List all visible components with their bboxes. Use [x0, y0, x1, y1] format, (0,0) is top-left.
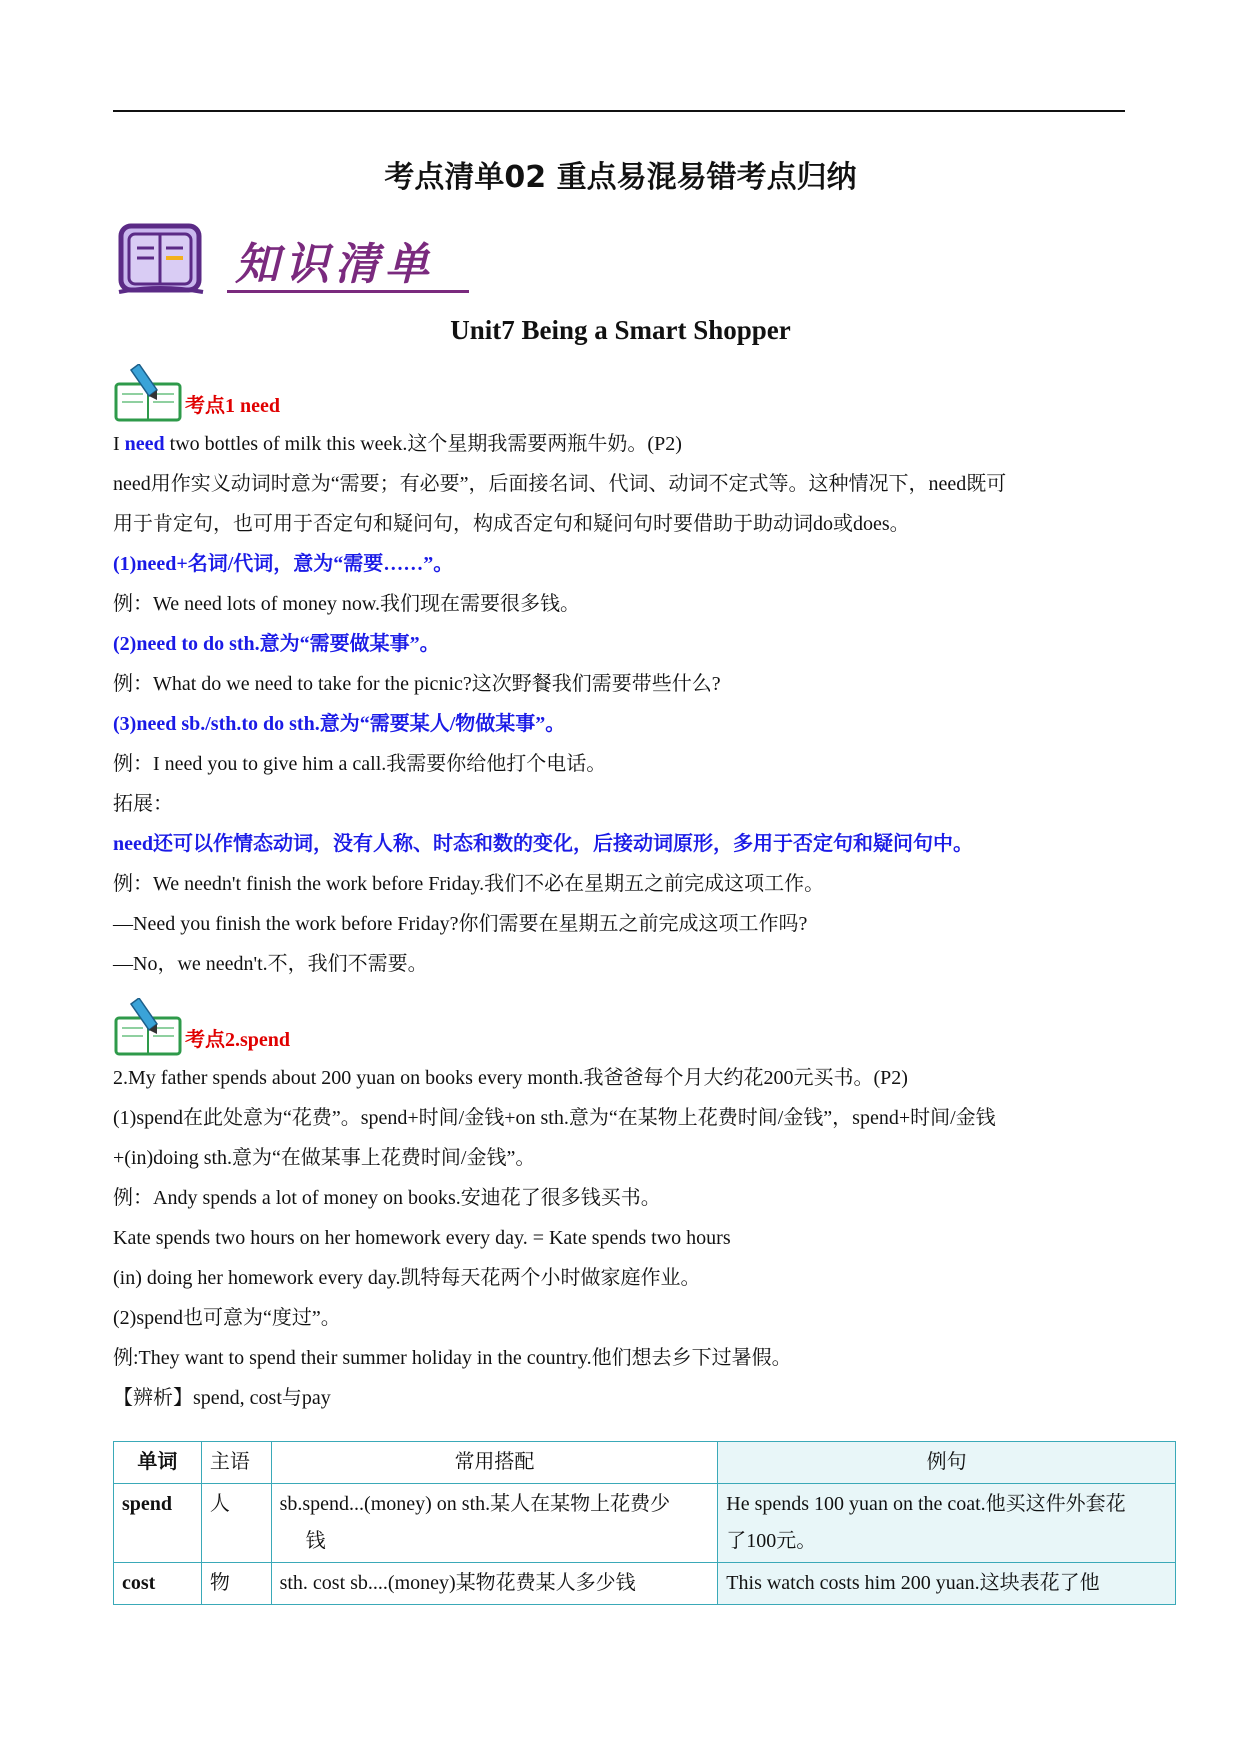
- table-header-cell: 常用搭配: [271, 1442, 718, 1484]
- section-spend: [113, 994, 1125, 1418]
- kp1-extension-label: 拓展：: [113, 793, 173, 815]
- kp2-explanation-3: (2)spend也可意为“度过”。: [113, 1307, 341, 1329]
- kp2-example-sentence: 2.My father spends about 200 yuan on books every month.我爸爸每个月大约花200元买书。(P2): [113, 1067, 908, 1089]
- table-cell-usage: [271, 1484, 718, 1563]
- kp1-example-1: 例：We need lots of money now.我们现在需要很多钱。: [113, 593, 581, 615]
- table-cell-example: This watch costs him 200 yuan.这块表花了他: [718, 1563, 1176, 1605]
- kp1-example-sentence: [113, 424, 1125, 464]
- kp2-example-1: 例：Andy spends a lot of money on books.安迪花了很多钱买书。: [113, 1187, 661, 1209]
- usage-line: sb.spend...(money) on sth.某人在某物上花费少: [279, 1493, 671, 1515]
- table-row: [114, 1484, 1176, 1563]
- kp1-rule-3: (3)need sb./sth.to do sth.意为“需要某人/物做某事”。: [113, 713, 566, 735]
- table-cell-subject: 物: [201, 1563, 271, 1605]
- example-line: 了100元。: [726, 1530, 817, 1552]
- kp1-l1-need: need: [124, 433, 165, 455]
- table-row: [114, 1563, 1176, 1605]
- pencil-book-icon: [113, 998, 183, 1058]
- section-need: [113, 360, 1125, 984]
- knowledge-list-banner: [115, 222, 465, 302]
- kp1-example-2: 例：What do we need to take for the picnic?这次野餐我们需要带些什么?: [113, 673, 721, 695]
- header-rule: [113, 110, 1125, 112]
- kp1-rule-4: need还可以作情态动词，没有人称、时态和数的变化，后接动词原形，多用于否定句和疑问句中。: [113, 833, 973, 855]
- table-cell-word: spend: [114, 1484, 202, 1563]
- unit-title: Unit7 Being a Smart Shopper: [450, 315, 791, 345]
- kp1-example-5: —Need you finish the work before Friday?你们需要在星期五之前完成这项工作吗?: [113, 913, 808, 935]
- banner-label: 知识清单: [235, 239, 435, 290]
- table-header-cell: 单词: [114, 1442, 202, 1484]
- table-cell-subject: 人: [201, 1484, 271, 1563]
- table-cell-example: [718, 1484, 1176, 1563]
- kp2-example-3: (in) doing her homework every day.凯特每天花两个小时做家庭作业。: [113, 1267, 701, 1289]
- kp1-explanation-1: need用作实义动词时意为“需要；有必要”，后面接名词、代词、动词不定式等。这种情况下，need既可: [113, 473, 1007, 495]
- kp1-example-4: 例：We needn't finish the work before Friday.我们不必在星期五之前完成这项工作。: [113, 873, 825, 895]
- comparison-table: [113, 1441, 1176, 1605]
- kp2-label: 考点2.spend: [185, 1029, 291, 1051]
- pencil-book-icon: [113, 364, 183, 424]
- kp1-l1-pre: I: [113, 433, 125, 455]
- kp1-l1-post: two bottles of milk this week.这个星期我需要两瓶牛奶。(P2): [164, 433, 682, 455]
- usage-line: 钱: [305, 1530, 326, 1552]
- kp1-example-6: —No，we needn't.不，我们不需要。: [113, 953, 428, 975]
- kp1-label: 考点1 need: [185, 395, 280, 417]
- banner-underline: [227, 290, 469, 293]
- kp2-analysis-label: 【辨析】spend, cost与pay: [113, 1387, 331, 1409]
- kp1-rule-1: (1)need+名词/代词，意为“需要……”。: [113, 553, 454, 575]
- kp2-explanation-1: (1)spend在此处意为“花费”。spend+时间/金钱+on sth.意为“在某物上花费时间/金钱”，spend+时间/金钱: [113, 1107, 996, 1129]
- table-header-cell: 例句: [718, 1442, 1176, 1484]
- kp2-heading: [113, 994, 1125, 1058]
- kp1-heading: [113, 360, 1125, 424]
- kp2-example-4: 例:They want to spend their summer holiday in the country.他们想去乡下过暑假。: [113, 1347, 792, 1369]
- book-icon: [115, 222, 207, 300]
- table-header-cell: 主语: [201, 1442, 271, 1484]
- kp1-example-3: 例：I need you to give him a call.我需要你给他打个电话。: [113, 753, 607, 775]
- table-header-row: [114, 1442, 1176, 1484]
- table-cell-word: cost: [114, 1563, 202, 1605]
- page-title: 考点清单02 重点易混易错考点归纳: [384, 160, 857, 195]
- kp1-rule-2: (2)need to do sth.意为“需要做某事”。: [113, 633, 440, 655]
- example-line: He spends 100 yuan on the coat.他买这件外套花: [726, 1493, 1126, 1515]
- table-cell-usage: sth. cost sb....(money)某物花费某人多少钱: [271, 1563, 718, 1605]
- kp2-example-2: Kate spends two hours on her homework every day. = Kate spends two hours: [113, 1227, 731, 1249]
- kp2-explanation-2: +(in)doing sth.意为“在做某事上花费时间/金钱”。: [113, 1147, 536, 1169]
- kp1-explanation-2: 用于肯定句，也可用于否定句和疑问句，构成否定句和疑问句时要借助于助动词do或does。: [113, 513, 910, 535]
